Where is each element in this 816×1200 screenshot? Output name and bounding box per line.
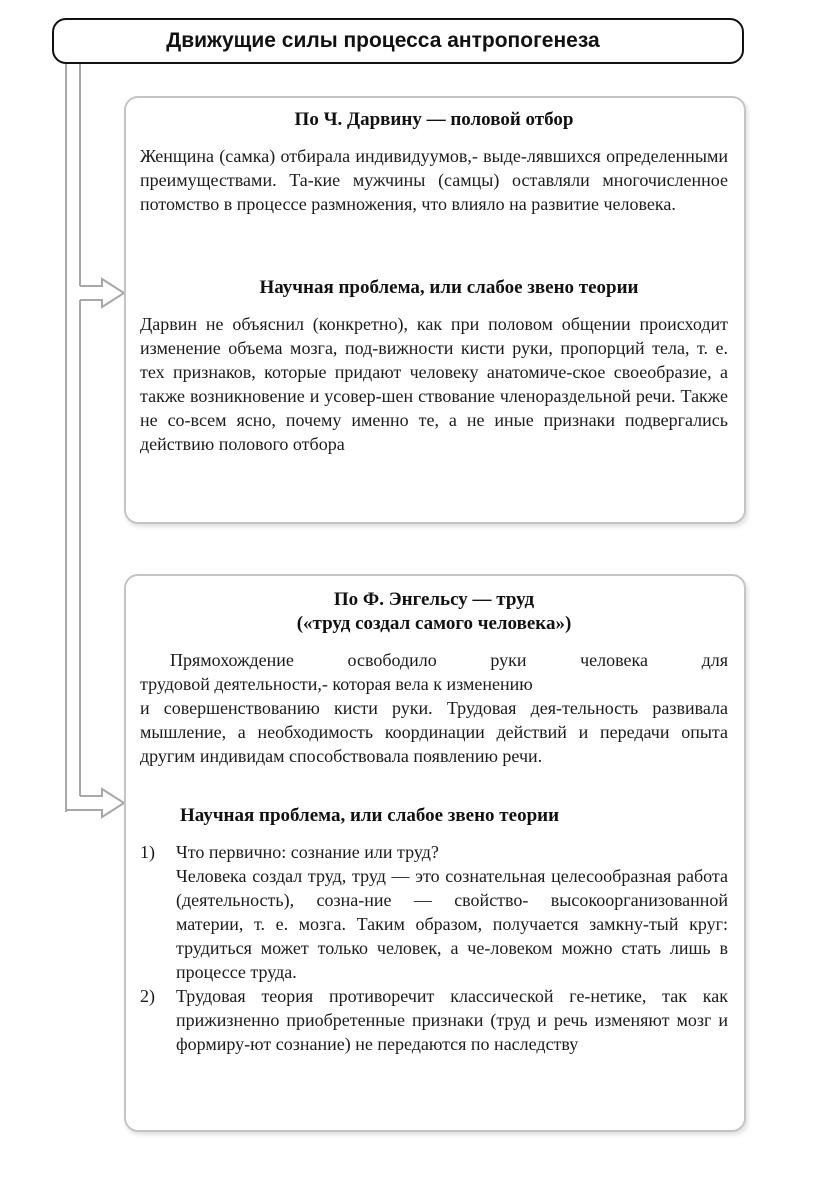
darwin-card xyxy=(124,96,746,524)
arrow-to-engels xyxy=(66,789,124,817)
title-box xyxy=(52,18,744,64)
list-item-text: Человека создал труд, труд — это сознательная целесообразная работа (деятельность), созна-ние — свойство- высокоорганизованной материи, т. е. мозга. Таким образом, получается замкну-тый круг: трудиться может только человек, а че-ловеком можно стать лишь в процессе труда. xyxy=(176,866,728,982)
engels-problem-heading: Научная проблема, или слабое звено теории xyxy=(180,805,560,826)
list-item-number: 1) xyxy=(140,842,155,862)
engels-heading-line2: («труд создал самого человека») xyxy=(296,613,572,634)
engels-problem-list xyxy=(140,840,728,1056)
darwin-problem-heading: Научная проблема, или слабое звено теории xyxy=(259,277,639,298)
engels-card xyxy=(124,574,746,1132)
arrow-to-darwin xyxy=(80,279,124,307)
list-item-question: Что первично: сознание или труд? xyxy=(176,842,439,862)
list-item xyxy=(140,840,728,984)
darwin-heading: По Ч. Дарвину — половой отбор xyxy=(294,109,574,130)
list-item xyxy=(140,984,728,1056)
engels-text-line2: трудовой деятельности,- которая вела к изменению xyxy=(140,674,533,694)
darwin-text: Женщина (самка) отбирала индивидуумов,- выде-лявшихся определенными преимуществами. Та-кие мужчины (самцы) оставляли многочисленное потомство в процессе размножения, что влияло на развитие человека. xyxy=(140,146,728,214)
list-item-text: Трудовая теория противоречит классической ге-нетике, так как прижизненно приобретенные признаки (труд и речь изменяют мозг и формиру-ют сознание) не передаются по наследству xyxy=(176,986,728,1054)
engels-text-line1: Прямохождение освободило руки человека для xyxy=(170,650,728,670)
engels-heading-line1: По Ф. Энгельсу — труд xyxy=(333,589,535,610)
page-title: Движущие силы процесса антропогенеза xyxy=(166,29,600,52)
engels-text-rest: и совершенствованию кисти руки. Трудовая дея-тельность развивала мышление, а необходимость координации действий и передачи опыта другим индивидам способствовала появлению речи. xyxy=(140,698,728,766)
connector-trunk xyxy=(66,64,80,812)
darwin-problem-text: Дарвин не объяснил (конкретно), как при половом общении происходит изменение объема мозга, под-вижности кисти руки, пропорций тела, т. е. тех признаков, которые придают человеку анатомиче-ское своеобразие, а также возникновение и усовер-шен ствование членораздельной речи. Также не со-всем ясно, почему именно те, а не иные признаки подвергались действию полового отбора xyxy=(140,314,728,454)
list-item-number: 2) xyxy=(140,986,155,1006)
